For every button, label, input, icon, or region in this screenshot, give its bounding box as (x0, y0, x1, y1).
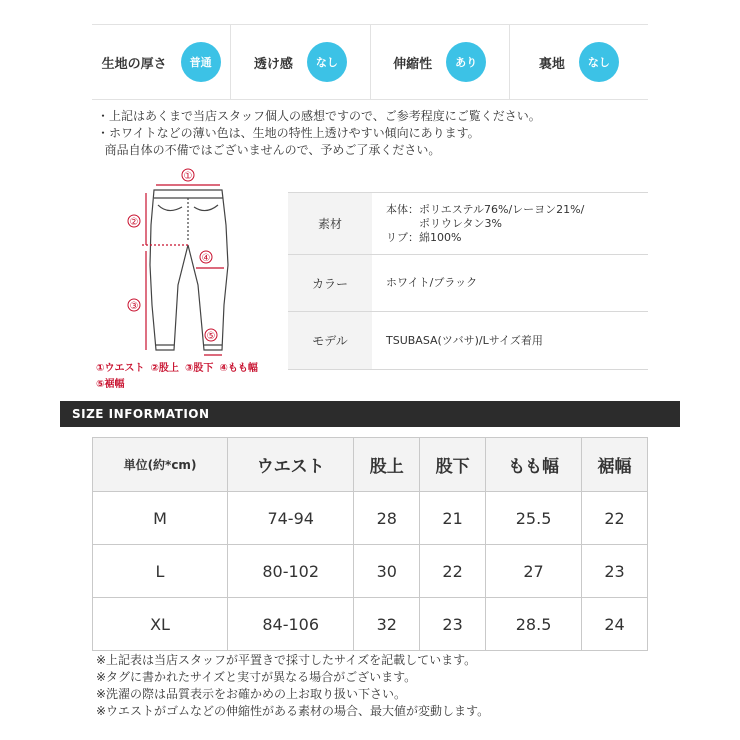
size-label: XL (93, 598, 228, 651)
header-rise: 股上 (354, 438, 420, 492)
marker-2: ② (129, 217, 139, 228)
feature-label: 透け感 (253, 56, 293, 72)
pants-outline (150, 190, 228, 350)
marker-5: ⑤ (206, 331, 216, 342)
table-cell: 23 (420, 598, 486, 651)
header-inseam: 股下 (420, 438, 486, 492)
table-cell: 21 (420, 492, 486, 545)
legend-item: ②股上 (150, 363, 179, 374)
model-key: モデル (288, 312, 372, 369)
table-cell: 27 (486, 545, 582, 598)
table-cell: 22 (420, 545, 486, 598)
size-table-header-row (93, 438, 648, 492)
table-cell: 32 (354, 598, 420, 651)
color-value (372, 255, 648, 311)
size-table (92, 437, 648, 651)
model-line: TSUBASA(ツバサ)/Lサイズ着用 (386, 333, 543, 347)
color-row (288, 255, 648, 312)
feature-thickness (92, 25, 231, 99)
feature-badge: なし (307, 42, 347, 82)
note-line: ※タグに書かれたサイズと実寸が異なる場合がございます。 (96, 670, 417, 684)
feature-label: 裏地 (538, 56, 565, 72)
marker-1: ① (183, 171, 193, 182)
model-row (288, 312, 648, 370)
material-line: ポリウレタン3% (386, 216, 503, 230)
legend-item: ④もも幅 (219, 363, 258, 374)
table-cell: 28.5 (486, 598, 582, 651)
table-cell: 25.5 (486, 492, 582, 545)
material-row (288, 193, 648, 255)
material-table (288, 192, 648, 370)
table-cell: 74-94 (228, 492, 354, 545)
table-cell: 80-102 (228, 545, 354, 598)
diagram-legend (96, 361, 264, 393)
header-waist: ウエスト (228, 438, 354, 492)
material-key: 素材 (288, 193, 372, 254)
table-cell: 30 (354, 545, 420, 598)
feature-stretch (371, 25, 510, 99)
table-cell: 24 (582, 598, 648, 651)
size-label: M (93, 492, 228, 545)
legend-item: ①ウエスト (96, 363, 145, 374)
legend-item: ③股下 (184, 363, 214, 374)
note-line: 商品自体の不備ではございませんので、予めご了承ください。 (97, 143, 441, 157)
color-key: カラー (288, 255, 372, 311)
model-value (372, 312, 648, 369)
size-information-header: SIZE INFORMATION (60, 401, 680, 427)
note-line: ・ホワイトなどの薄い色は、生地の特性上透けやすい傾向にあります。 (97, 126, 480, 140)
size-label: L (93, 545, 228, 598)
fabric-feature-strip (92, 24, 648, 100)
note-line: ※上記表は当店スタッフが平置きで採寸したサイズを記載しています。 (96, 653, 477, 667)
feature-label: 生地の厚さ (101, 56, 167, 72)
legend-item: ⑤裾幅 (96, 379, 125, 390)
table-cell: 84-106 (228, 598, 354, 651)
table-cell: 28 (354, 492, 420, 545)
feature-badge: なし (579, 42, 619, 82)
header-unit: 単位(約*cm) (93, 438, 228, 492)
note-line: ・上記はあくまで当店スタッフ個人の感想ですので、ご参考程度にご覧ください。 (97, 109, 541, 123)
table-cell: 22 (582, 492, 648, 545)
header-hem: 裾幅 (582, 438, 648, 492)
feature-badge: 普通 (181, 42, 221, 82)
color-line: ホワイト/ブラック (386, 276, 478, 289)
header-thigh: もも幅 (486, 438, 582, 492)
table-row (93, 545, 648, 598)
feature-label: 伸縮性 (393, 56, 433, 72)
material-line: 本体：ポリエステル76%/レーヨン21%/ (386, 202, 585, 216)
measurement-notes (96, 652, 489, 720)
note-line: ※洗濯の際は品質表示をお確かめの上お取り扱い下さい。 (96, 687, 407, 701)
material-value (372, 193, 648, 254)
table-row (93, 598, 648, 651)
table-row (93, 492, 648, 545)
feature-sheerness (231, 25, 370, 99)
feature-badge: あり (446, 42, 486, 82)
material-line: リブ：綿100% (386, 230, 462, 244)
marker-3: ③ (129, 301, 139, 312)
impression-notes (97, 108, 541, 159)
note-line: ※ウエストがゴムなどの伸縮性がある素材の場合、最大値が変動します。 (96, 704, 490, 718)
feature-lining (510, 25, 648, 99)
table-cell: 23 (582, 545, 648, 598)
marker-4: ④ (201, 253, 211, 264)
